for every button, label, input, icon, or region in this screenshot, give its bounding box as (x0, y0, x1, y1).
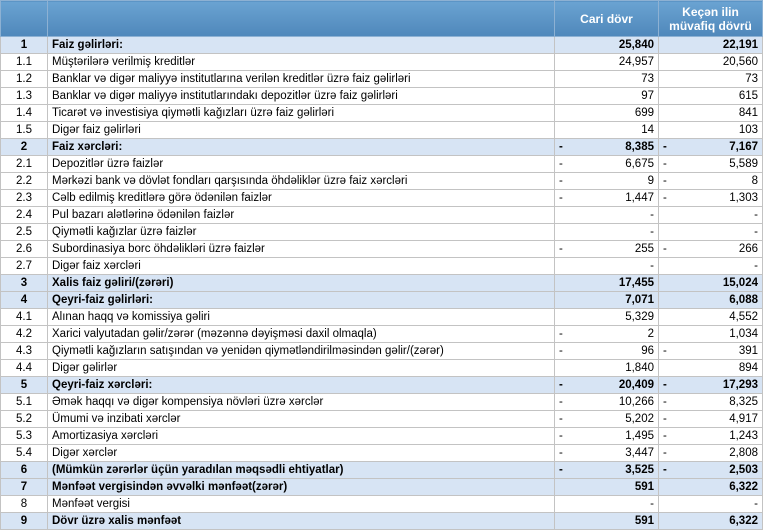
row-number: 8 (1, 496, 48, 513)
previous-period-value (659, 445, 763, 462)
table-row (1, 309, 763, 326)
previous-period-value (659, 156, 763, 173)
table-row (1, 37, 763, 54)
current-amount: 1,495 (625, 430, 654, 442)
table-row (1, 360, 763, 377)
table-row (1, 258, 763, 275)
current-period-value (555, 275, 659, 292)
current-negative-sign: - (559, 464, 563, 476)
previous-period-value (659, 139, 763, 156)
previous-negative-sign: - (663, 396, 667, 408)
current-amount: 5,329 (625, 311, 654, 323)
current-amount: 96 (641, 345, 654, 357)
current-period-value (555, 394, 659, 411)
row-number: 4 (1, 292, 48, 309)
previous-amount: 22,191 (722, 39, 758, 51)
current-period-value (555, 428, 659, 445)
current-negative-sign: - (559, 192, 563, 204)
current-amount: 10,266 (618, 396, 654, 408)
previous-period-value (659, 258, 763, 275)
row-label: Dövr üzrə xalis mənfəət (48, 513, 555, 530)
row-number: 2.3 (1, 190, 48, 207)
table-row (1, 428, 763, 445)
previous-amount: 8 (751, 175, 758, 187)
table-row (1, 496, 763, 513)
row-label: Ümumi və inzibati xərclər (48, 411, 555, 428)
previous-amount: 6,322 (729, 515, 758, 527)
table-row (1, 105, 763, 122)
table-row (1, 207, 763, 224)
table-row (1, 377, 763, 394)
current-amount: 24,957 (618, 56, 654, 68)
previous-negative-sign: - (663, 158, 667, 170)
previous-amount: 73 (745, 73, 758, 85)
previous-amount: 5,589 (729, 158, 758, 170)
current-period-value (555, 190, 659, 207)
previous-amount: 615 (738, 90, 758, 102)
row-label: Qiymətli kağızların satışından və yenidən qiymətləndirilməsindən gəlir/(zərər) (48, 343, 555, 360)
previous-amount: 6,322 (729, 481, 758, 493)
row-number: 2.4 (1, 207, 48, 224)
row-label: Müştərilərə verilmiş kreditlər (48, 54, 555, 71)
row-number: 5.3 (1, 428, 48, 445)
table-row (1, 139, 763, 156)
current-negative-sign: - (559, 413, 563, 425)
current-period-value (555, 462, 659, 479)
row-label: Banklar və digər maliyyə institutlarındakı depozitlər üzrə faiz gəlirləri (48, 88, 555, 105)
previous-amount: 20,560 (722, 56, 758, 68)
previous-amount: 1,303 (729, 192, 758, 204)
previous-amount: 4,552 (729, 311, 758, 323)
previous-negative-sign: - (663, 175, 667, 187)
row-number: 2.5 (1, 224, 48, 241)
current-negative-sign: - (559, 175, 563, 187)
previous-period-value (659, 241, 763, 258)
row-number: 4.4 (1, 360, 48, 377)
current-amount: 699 (634, 107, 654, 119)
row-number: 1.1 (1, 54, 48, 71)
row-label: Faiz gəlirləri: (48, 37, 555, 54)
table-row (1, 462, 763, 479)
row-label: Mənfəət vergisi (48, 496, 555, 513)
current-period-value (555, 445, 659, 462)
row-label: Digər faiz xərcləri (48, 258, 555, 275)
current-period-value (555, 37, 659, 54)
previous-period-value (659, 428, 763, 445)
current-negative-sign: - (559, 158, 563, 170)
row-label: Qiymətli kağızlar üzrə faizlər (48, 224, 555, 241)
current-amount: 9 (647, 175, 654, 187)
row-number: 1.3 (1, 88, 48, 105)
table-row (1, 411, 763, 428)
previous-period-value (659, 207, 763, 224)
row-number: 9 (1, 513, 48, 530)
current-period-value (555, 360, 659, 377)
table-row (1, 88, 763, 105)
header-previous-period: Keçən ilin müvafiq dövrü (659, 1, 763, 37)
row-number: 1.4 (1, 105, 48, 122)
previous-amount: - (754, 498, 758, 510)
previous-period-value (659, 71, 763, 88)
previous-period-value (659, 88, 763, 105)
row-number: 7 (1, 479, 48, 496)
previous-amount: 15,024 (722, 277, 758, 289)
row-number: 5.4 (1, 445, 48, 462)
previous-amount: 1,243 (729, 430, 758, 442)
row-label: Digər xərclər (48, 445, 555, 462)
row-label: Xarici valyutadan gəlir/zərər (məzənnə dəyişməsi daxil olmaqla) (48, 326, 555, 343)
current-period-value (555, 105, 659, 122)
row-label: Xalis faiz gəliri/(zərəri) (48, 275, 555, 292)
previous-period-value (659, 275, 763, 292)
row-number: 1.2 (1, 71, 48, 88)
current-period-value (555, 156, 659, 173)
row-number: 4.1 (1, 309, 48, 326)
previous-period-value (659, 54, 763, 71)
current-negative-sign: - (559, 379, 563, 391)
current-period-value (555, 224, 659, 241)
current-period-value (555, 326, 659, 343)
header-num-cell (1, 1, 48, 37)
current-period-value (555, 88, 659, 105)
previous-amount: - (754, 209, 758, 221)
row-label: Ticarət və investisiya qiymətli kağızları üzrə faiz gəlirləri (48, 105, 555, 122)
table-row (1, 190, 763, 207)
previous-period-value (659, 292, 763, 309)
current-amount: 6,675 (625, 158, 654, 170)
current-period-value (555, 241, 659, 258)
previous-period-value (659, 122, 763, 139)
current-amount: 25,840 (618, 39, 654, 51)
table-row (1, 156, 763, 173)
row-number: 6 (1, 462, 48, 479)
previous-amount: 17,293 (722, 379, 758, 391)
current-period-value (555, 71, 659, 88)
previous-period-value (659, 496, 763, 513)
previous-amount: 894 (738, 362, 758, 374)
row-number: 2 (1, 139, 48, 156)
current-period-value (555, 207, 659, 224)
previous-negative-sign: - (663, 243, 667, 255)
table-row (1, 224, 763, 241)
table-row (1, 122, 763, 139)
row-label: Mərkəzi bank və dövlət fondları qarşısında öhdəliklər üzrə faiz xərcləri (48, 173, 555, 190)
table-row (1, 445, 763, 462)
previous-amount: - (754, 226, 758, 238)
previous-amount: 103 (738, 124, 758, 136)
previous-amount: 266 (738, 243, 758, 255)
row-label: (Mümkün zərərlər üçün yaradılan məqsədli ehtiyatlar) (48, 462, 555, 479)
table-row (1, 343, 763, 360)
previous-negative-sign: - (663, 345, 667, 357)
current-amount: 1,840 (625, 362, 654, 374)
current-period-value (555, 377, 659, 394)
current-period-value (555, 258, 659, 275)
table-row (1, 292, 763, 309)
previous-period-value (659, 377, 763, 394)
current-amount: 73 (641, 73, 654, 85)
current-amount: 5,202 (625, 413, 654, 425)
previous-negative-sign: - (663, 464, 667, 476)
previous-amount: 2,808 (729, 447, 758, 459)
header-row (1, 1, 763, 37)
current-amount: 97 (641, 90, 654, 102)
current-amount: 20,409 (618, 379, 654, 391)
current-amount: - (650, 226, 654, 238)
current-amount: 591 (634, 515, 654, 527)
current-period-value (555, 173, 659, 190)
row-number: 1 (1, 37, 48, 54)
row-label: Digər faiz gəlirləri (48, 122, 555, 139)
row-label: Qeyri-faiz xərcləri: (48, 377, 555, 394)
previous-period-value (659, 326, 763, 343)
header-name-cell (48, 1, 555, 37)
previous-period-value (659, 513, 763, 530)
current-negative-sign: - (559, 396, 563, 408)
current-negative-sign: - (559, 447, 563, 459)
current-amount: 3,447 (625, 447, 654, 459)
current-period-value (555, 479, 659, 496)
row-number: 1.5 (1, 122, 48, 139)
row-label: Pul bazarı alətlərinə ödənilən faizlər (48, 207, 555, 224)
table-row (1, 513, 763, 530)
current-period-value (555, 496, 659, 513)
previous-negative-sign: - (663, 379, 667, 391)
row-label: Faiz xərcləri: (48, 139, 555, 156)
table-row (1, 479, 763, 496)
previous-amount: - (754, 260, 758, 272)
table-row (1, 394, 763, 411)
current-period-value (555, 343, 659, 360)
previous-period-value (659, 343, 763, 360)
row-label: Qeyri-faiz gəlirləri: (48, 292, 555, 309)
row-number: 2.2 (1, 173, 48, 190)
row-number: 4.3 (1, 343, 48, 360)
table-row (1, 173, 763, 190)
previous-period-value (659, 394, 763, 411)
current-amount: - (650, 209, 654, 221)
previous-amount: 2,503 (729, 464, 758, 476)
current-amount: 2 (647, 328, 654, 340)
row-number: 5.1 (1, 394, 48, 411)
current-period-value (555, 513, 659, 530)
row-number: 3 (1, 275, 48, 292)
current-amount: 8,385 (625, 141, 654, 153)
header-current-period: Cari dövr (555, 1, 659, 37)
current-negative-sign: - (559, 141, 563, 153)
current-amount: 14 (641, 124, 654, 136)
previous-negative-sign: - (663, 430, 667, 442)
previous-period-value (659, 411, 763, 428)
current-period-value (555, 309, 659, 326)
current-negative-sign: - (559, 345, 563, 357)
row-label: Subordinasiya borc öhdəlikləri üzrə faizlər (48, 241, 555, 258)
previous-amount: 4,917 (729, 413, 758, 425)
current-period-value (555, 139, 659, 156)
table-row (1, 71, 763, 88)
previous-period-value (659, 479, 763, 496)
current-amount: 3,525 (625, 464, 654, 476)
current-period-value (555, 54, 659, 71)
table-row (1, 275, 763, 292)
current-period-value (555, 292, 659, 309)
previous-negative-sign: - (663, 447, 667, 459)
row-label: Banklar və digər maliyyə institutlarına verilən kreditlər üzrə faiz gəlirləri (48, 71, 555, 88)
previous-amount: 391 (738, 345, 758, 357)
row-number: 2.1 (1, 156, 48, 173)
current-amount: 7,071 (625, 294, 654, 306)
current-period-value (555, 122, 659, 139)
table-row (1, 54, 763, 71)
previous-period-value (659, 37, 763, 54)
previous-period-value (659, 105, 763, 122)
row-label: Alınan haqq və komissiya gəliri (48, 309, 555, 326)
previous-period-value (659, 224, 763, 241)
current-amount: - (650, 260, 654, 272)
row-label: Cəlb edilmiş kreditlərə görə ödənilən faizlər (48, 190, 555, 207)
previous-amount: 7,167 (729, 141, 758, 153)
row-label: Mənfəət vergisindən əvvəlki mənfəət(zərər) (48, 479, 555, 496)
row-number: 4.2 (1, 326, 48, 343)
previous-period-value (659, 173, 763, 190)
previous-period-value (659, 462, 763, 479)
previous-amount: 8,325 (729, 396, 758, 408)
previous-negative-sign: - (663, 141, 667, 153)
previous-period-value (659, 190, 763, 207)
row-number: 2.7 (1, 258, 48, 275)
current-amount: 1,447 (625, 192, 654, 204)
row-number: 5 (1, 377, 48, 394)
row-label: Əmək haqqı və digər kompensiya növləri üzrə xərclər (48, 394, 555, 411)
current-negative-sign: - (559, 328, 563, 340)
current-amount: 255 (634, 243, 654, 255)
previous-amount: 841 (738, 107, 758, 119)
table-row (1, 326, 763, 343)
previous-amount: 6,088 (729, 294, 758, 306)
current-amount: - (650, 498, 654, 510)
row-label: Depozitlər üzrə faizlər (48, 156, 555, 173)
current-period-value (555, 411, 659, 428)
current-negative-sign: - (559, 243, 563, 255)
previous-negative-sign: - (663, 192, 667, 204)
table-row (1, 241, 763, 258)
table-body (1, 37, 763, 530)
current-amount: 591 (634, 481, 654, 493)
row-number: 2.6 (1, 241, 48, 258)
previous-period-value (659, 309, 763, 326)
current-amount: 17,455 (618, 277, 654, 289)
current-negative-sign: - (559, 430, 563, 442)
previous-negative-sign: - (663, 413, 667, 425)
row-number: 5.2 (1, 411, 48, 428)
previous-period-value (659, 360, 763, 377)
row-label: Digər gəlirlər (48, 360, 555, 377)
previous-amount: 1,034 (729, 328, 758, 340)
row-label: Amortizasiya xərcləri (48, 428, 555, 445)
